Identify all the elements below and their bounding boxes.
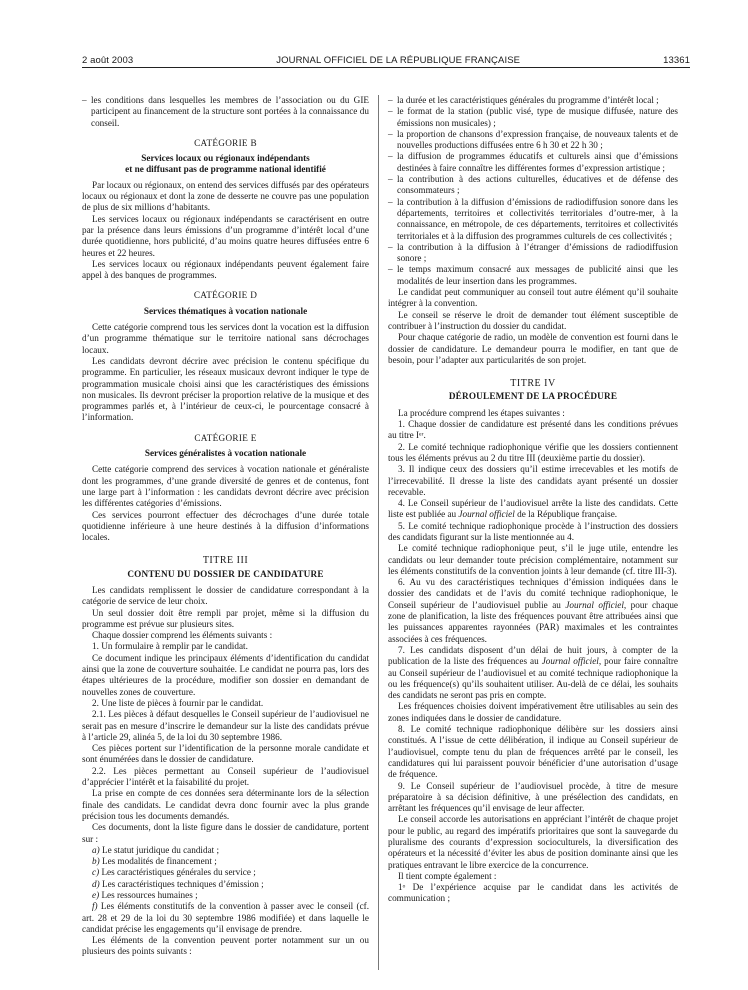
list-item: – la proportion de chansons d’expression française, de nouveaux talents et de nouvelles productions diffusées entre 6 h 30 et 22 h 30 ;	[388, 129, 678, 152]
category-heading: CATÉGORIE E	[194, 432, 257, 443]
journal-officiel-ref: Journal officiel	[458, 509, 515, 520]
list-item: a) Le statut juridique du candidat ;	[92, 844, 220, 855]
paragraph: Le comité technique radiophonique peut, s’il le juge utile, entendre les candidats ou leur demander toute précision complémentaire, notamment sur les éléments constitutifs de la convention joints à leur demande (cf. titre III-3).	[388, 543, 678, 576]
paragraph: Le candidat peut communiquer au conseil tout autre élément qu’il souhaite intégrer à la convention.	[388, 287, 678, 309]
list-item: b) Les modalités de financement ;	[92, 856, 217, 867]
header-rule	[82, 67, 690, 68]
text-run: , pour faire connaître au Conseil supérieur de l’audiovisuel et au comité technique radiophonique la ou les fréquence(s) qu’ils souhaitent utiliser. Au-delà de ce délai, les souhaits des candidats ne seront pas pris en compte.	[388, 656, 678, 701]
paragraph: 9. Le Conseil supérieur de l’audiovisuel procède, à titre de mesure préparatoire à sa décision définitive, à une présélection des candidats, en arrêtant les fréquences qu’il envisage de leur affecter.	[388, 780, 678, 814]
paragraph: 1. Chaque dossier de candidature est présenté dans les conditions prévues au titre Iᵉʳ.	[388, 419, 678, 441]
text-run: , pour chaque zone de planification, la liste des fréquences pouvant être attribuées ainsi que les puissances apparentes rayonnées (PAR) maximales et les contraintes associées à ces fréquences.	[388, 599, 678, 644]
paragraph: – les conditions dans lesquelles les membres de l’association ou du GIE participent au financement de la structure sont portées à la connaissance du conseil.	[82, 95, 369, 129]
list-item: – le temps maximum consacré aux messages de publicité ainsi que les modalités de leur insertion dans les programmes.	[388, 264, 678, 287]
paragraph	[388, 498, 678, 521]
header-journal-title: JOURNAL OFFICIEL DE LA RÉPUBLIQUE FRANÇAISE	[276, 55, 521, 66]
paragraph: Ces documents, dont la liste figure dans le dossier de candidature, portent sur :	[82, 822, 369, 844]
paragraph: Les fréquences choisies doivent impérativement être utilisables au sein des zones indiquées dans le dossier de candidature.	[388, 701, 678, 723]
list-item: – la contribution à des actions culturelles, éducatives et de défense des consommateurs ;	[388, 174, 678, 197]
paragraph	[388, 577, 678, 645]
right-column	[388, 95, 678, 905]
list-marker: f)	[92, 901, 98, 912]
paragraph: 2. Une liste de pièces à fournir par le candidat.	[92, 697, 264, 708]
paragraph: Les candidats devront décrire avec précision le contenu spécifique du programme. En particulier, les réseaux musicaux devront indiquer le type de programmation musicale choisi ainsi que les caractéristiques des émissions non musicales. Ils devront préciser la proportion relative de la musique et des programmes parlés et, à l’intérieur de ceux-ci, le pourcentage consacré à l’information.	[82, 355, 369, 423]
paragraph: Cette catégorie comprend des services à vocation nationale et généraliste dont les programmes, d’une grande diversité de genres et de contenus, font une large part à l’information : les candidats devront décrire avec précision les différentes catégories d’émissions.	[82, 464, 369, 509]
journal-officiel-ref: Journal officiel	[565, 599, 624, 610]
paragraph: La prise en compte de ces données sera déterminante lors de la sélection finale des candidats. Le candidat devra donc fournir avec la plus grande précision tous les documents demandés.	[82, 788, 369, 821]
paragraph: 5. Le comité technique radiophonique procède à l’instruction des dossiers des candidats figurant sur la liste mentionnée au 4.	[388, 520, 678, 542]
paragraph: 2. Le comité technique radiophonique vérifie que les dossiers contiennent tous les éléments prévus au 2 du titre III (deuxième partie du dossier).	[388, 441, 678, 463]
paragraph: La procédure comprend les étapes suivantes :	[398, 407, 565, 418]
paragraph: Un seul dossier doit être rempli par projet, même si la diffusion du programme est prévue sur plusieurs sites.	[82, 607, 369, 629]
paragraph: Ce document indique les principaux éléments d’identification du candidat ainsi que la zone de couverture souhaitée. Le candidat ne pourra pas, lors des étapes ultérieures de la procédure, modifier son dossier en demandant de nouvelles zones de couverture.	[82, 652, 369, 697]
category-title-line: Services locaux ou régionaux indépendants	[141, 153, 310, 164]
paragraph: 1. Un formulaire à remplir par le candidat.	[92, 641, 248, 652]
list-item: – la contribution à la diffusion à l’étranger d’émissions de radiodiffusion sonore ;	[388, 242, 678, 265]
titre-subheading: DÉROULEMENT DE LA PROCÉDURE	[448, 391, 618, 402]
paragraph: Les services locaux ou régionaux indépendants peuvent également faire appel à des banques de programmes.	[82, 258, 369, 281]
paragraph: Les candidats remplissent le dossier de candidature correspondant à la catégorie de service de leur choix.	[82, 584, 369, 607]
list-marker: d)	[92, 878, 100, 889]
left-column	[82, 95, 369, 958]
paragraph: Les éléments de la convention peuvent porter notamment sur un ou plusieurs des points suivants :	[82, 935, 369, 957]
list-item: – la diffusion de programmes éducatifs et culturels ainsi que d’émissions destinées à faire connaître les différentes formes d’expression artistique ;	[388, 151, 678, 174]
paragraph: 3. Il indique ceux des dossiers qu’il estime irrecevables et les motifs de l’irrecevabilité. Il dresse la liste des candidats ayant présenté un dossier recevable.	[388, 464, 678, 497]
text-run: de la République française.	[514, 509, 618, 520]
paragraph: Le conseil accorde les autorisations en appréciant l’intérêt de chaque projet pour le public, au regard des impératifs prioritaires que sont la sauvegarde du pluralisme des courants d’expression socioculturels, la diversification des opérateurs et la nécessité d’éviter les abus de position dominante ainsi que les pratiques entravant le libre exercice de la concurrence.	[388, 814, 678, 870]
list-item: f) Les éléments constitutifs de la convention à passer avec le conseil (cf. art. 28 et 29 de la loi du 30 septembre 1986 modifiée) et dans laquelle le candidat précise les engagements qu’il envisage de prendre.	[82, 901, 369, 934]
titre-heading: TITRE IV	[510, 378, 556, 390]
paragraph: Cette catégorie comprend tous les services dont la vocation est la diffusion d’un programme thématique sur le territoire national sans décrochages locaux.	[82, 322, 369, 355]
paragraph: 8. Le comité technique radiophonique délibère sur les dossiers ainsi constitués. A l’issue de cette délibération, il indique au Conseil supérieur de l’audiovisuel, compte tenu du plan de fréquences arrêté par le conseil, les candidatures qui lui paraissent pouvoir bénéficier d’une autorisation d’usage de fréquence.	[388, 724, 678, 780]
list-item: – le format de la station (public visé, type de musique diffusée, nature des émissions non musicales) ;	[388, 106, 678, 129]
header-date: 2 août 2003	[82, 55, 134, 66]
page-header	[82, 50, 690, 66]
paragraph: 1ᵒ De l’expérience acquise par le candidat dans les activités de communication ;	[388, 882, 678, 904]
list-item: c) Les caractéristiques générales du service ;	[92, 867, 256, 878]
titre-heading: TITRE III	[202, 555, 249, 567]
list-item: – la contribution à la diffusion d’émissions de radiodiffusion sonore dans les départements, territoires et collectivités territoriales d’outre-mer, à la connaissance, en métropole, de ces départements, territoires et collectivités territoriales et à la diffusion des programmes culturels de ces collectivités ;	[388, 197, 678, 242]
paragraph: 2.2. Les pièces permettant au Conseil supérieur de l’audiovisuel d’apprécier l’intérêt et la faisabilité du projet.	[82, 765, 369, 788]
paragraph: Pour chaque catégorie de radio, un modèle de convention est fourni dans le dossier de candidature. Le demandeur pourra le modifier, en tant que de besoin, pour l’adapter aux particularités de son projet.	[388, 332, 678, 365]
list-marker: e)	[92, 890, 100, 900]
text-run: 4. Le Conseil supérieur de l’audiovisuel arrête la liste des candidats. Cette liste est publiée au	[388, 498, 678, 520]
paragraph: Les services locaux ou régionaux indépendants se caractérisent en outre par la présence dans leurs émissions d’un programme d’intérêt local d’une durée quotidienne, hors publicité, d’au moins quatre heures diffusées entre 6 heures et 22 heures.	[82, 213, 369, 258]
category-title-line: et ne diffusant pas de programme national identifié	[125, 164, 326, 175]
category-title: Services thématiques à vocation nationale	[143, 305, 308, 316]
paragraph: Il tient compte également :	[398, 870, 497, 881]
category-heading: CATÉGORIE B	[194, 137, 257, 148]
category-title: Services généralistes à vocation nationale	[144, 448, 307, 459]
category-heading: CATÉGORIE D	[193, 290, 258, 301]
header-page-number: 13361	[663, 55, 690, 66]
journal-officiel-ref: Journal officiel	[541, 656, 599, 667]
list-item: d) Les caractéristiques techniques d’émission ;	[92, 878, 264, 889]
paragraph: Le conseil se réserve le droit de demander tout élément susceptible de contribuer à l’instruction du dossier du candidat.	[388, 309, 678, 331]
list-item: e) Les ressources humaines ;	[92, 890, 198, 900]
category-title	[82, 153, 369, 176]
text-run: 6. Au vu des caractéristiques techniques d’émission indiquées dans le dossier des candidats et de l’avis du comité technique radiophonique, le Conseil supérieur de l’audiovisuel publie au	[388, 577, 678, 610]
paragraph: Par locaux ou régionaux, on entend des services diffusés par des opérateurs locaux ou régionaux et dont la zone de desserte ne couvre pas une population de plus de six millions d’habitants.	[82, 179, 369, 213]
paragraph: 2.1. Les pièces à défaut desquelles le Conseil supérieur de l’audiovisuel ne serait pas en mesure d’inscrire le demandeur sur la liste des candidats prévue à l’article 29, alinéa 5, de la loi du 30 septembre 1986.	[82, 709, 369, 742]
list-marker: c)	[92, 867, 100, 878]
paragraph	[388, 645, 678, 701]
paragraph: Ces pièces portent sur l’identification de la personne morale candidate et sont énumérées dans le dossier de candidature.	[82, 743, 369, 765]
list-marker: b)	[92, 856, 100, 867]
paragraph: Chaque dossier comprend les éléments suivants :	[92, 630, 273, 641]
paragraph: Ces services pourront effectuer des décrochages d’une durée totale quotidienne inférieure à une heure destinés à la diffusion d’informations locales.	[82, 509, 369, 543]
titre-subheading: CONTENU DU DOSSIER DE CANDIDATURE	[127, 568, 324, 579]
text-run: 7. Les candidats disposent d’un délai de huit jours, à compter de la publication de la liste des fréquences au	[388, 644, 678, 667]
list-marker: a)	[92, 844, 100, 855]
list-item: – la durée et les caractéristiques générales du programme d’intérêt local ;	[388, 95, 678, 106]
column-divider	[378, 95, 379, 970]
